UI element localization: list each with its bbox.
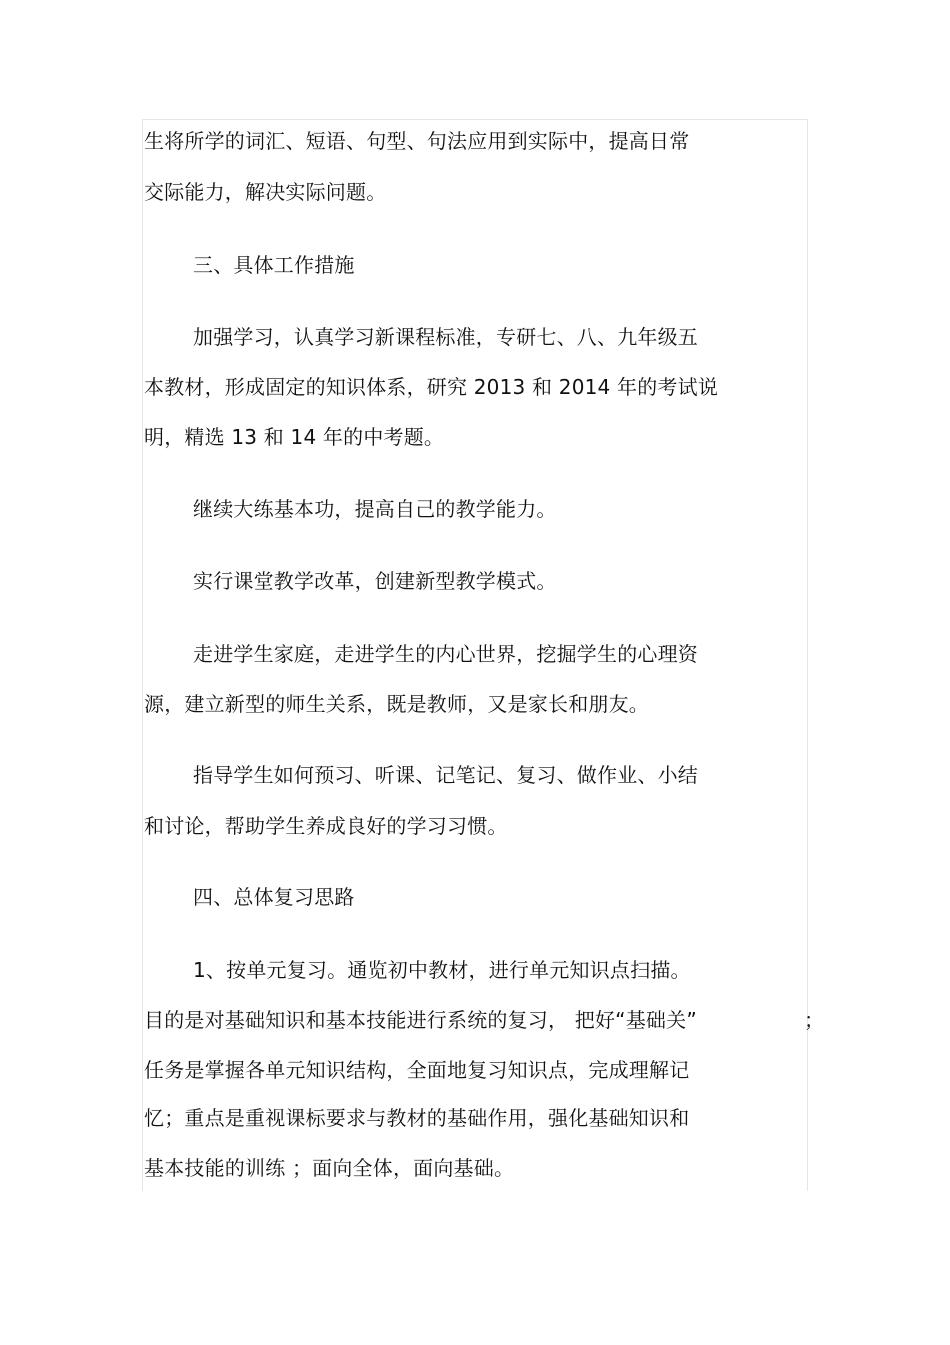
text-line: 明，精选 13 和 14 年的中考题。 <box>144 425 445 449</box>
text-line: 1、按单元复习。通览初中教材，进行单元知识点扫描。 <box>193 958 691 982</box>
text-line: 忆；重点是重视课标要求与教材的基础作用，强化基础知识和 <box>144 1106 690 1130</box>
text-line: 指导学生如何预习、听课、记笔记、复习、做作业、小结 <box>193 763 698 787</box>
text-line: 交际能力，解决实际问题。 <box>144 180 387 204</box>
text-line: 生将所学的词汇、短语、句型、句法应用到实际中，提高日常 <box>144 129 690 153</box>
text-line: 走进学生家庭，走进学生的内心世界，挖掘学生的心理资 <box>193 642 698 666</box>
text-line: 源，建立新型的师生关系，既是教师，又是家长和朋友。 <box>144 692 649 716</box>
trailing-punctuation: ； <box>804 1008 824 1032</box>
text-line: 和讨论，帮助学生养成良好的学习习惯。 <box>144 814 508 838</box>
section-heading: 三、具体工作措施 <box>193 253 355 277</box>
text-line: 任务是掌握各单元知识结构，全面地复习知识点，完成理解记 <box>144 1058 690 1082</box>
text-line: 基本技能的训练 ；面向全体，面向基础。 <box>144 1156 515 1180</box>
text-line: 加强学习，认真学习新课程标准，专研七、八、九年级五 <box>193 325 698 349</box>
text-line: 实行课堂教学改革，创建新型教学模式。 <box>193 569 557 593</box>
text-line: 本教材，形成固定的知识体系，研究 2013 和 2014 年的考试说 <box>144 375 719 399</box>
text-line: 继续大练基本功，提高自己的教学能力。 <box>193 497 557 521</box>
text-line: 目的是对基础知识和基本技能进行系统的复习， 把好“基础关” <box>144 1008 697 1032</box>
section-heading: 四、总体复习思路 <box>193 885 355 909</box>
